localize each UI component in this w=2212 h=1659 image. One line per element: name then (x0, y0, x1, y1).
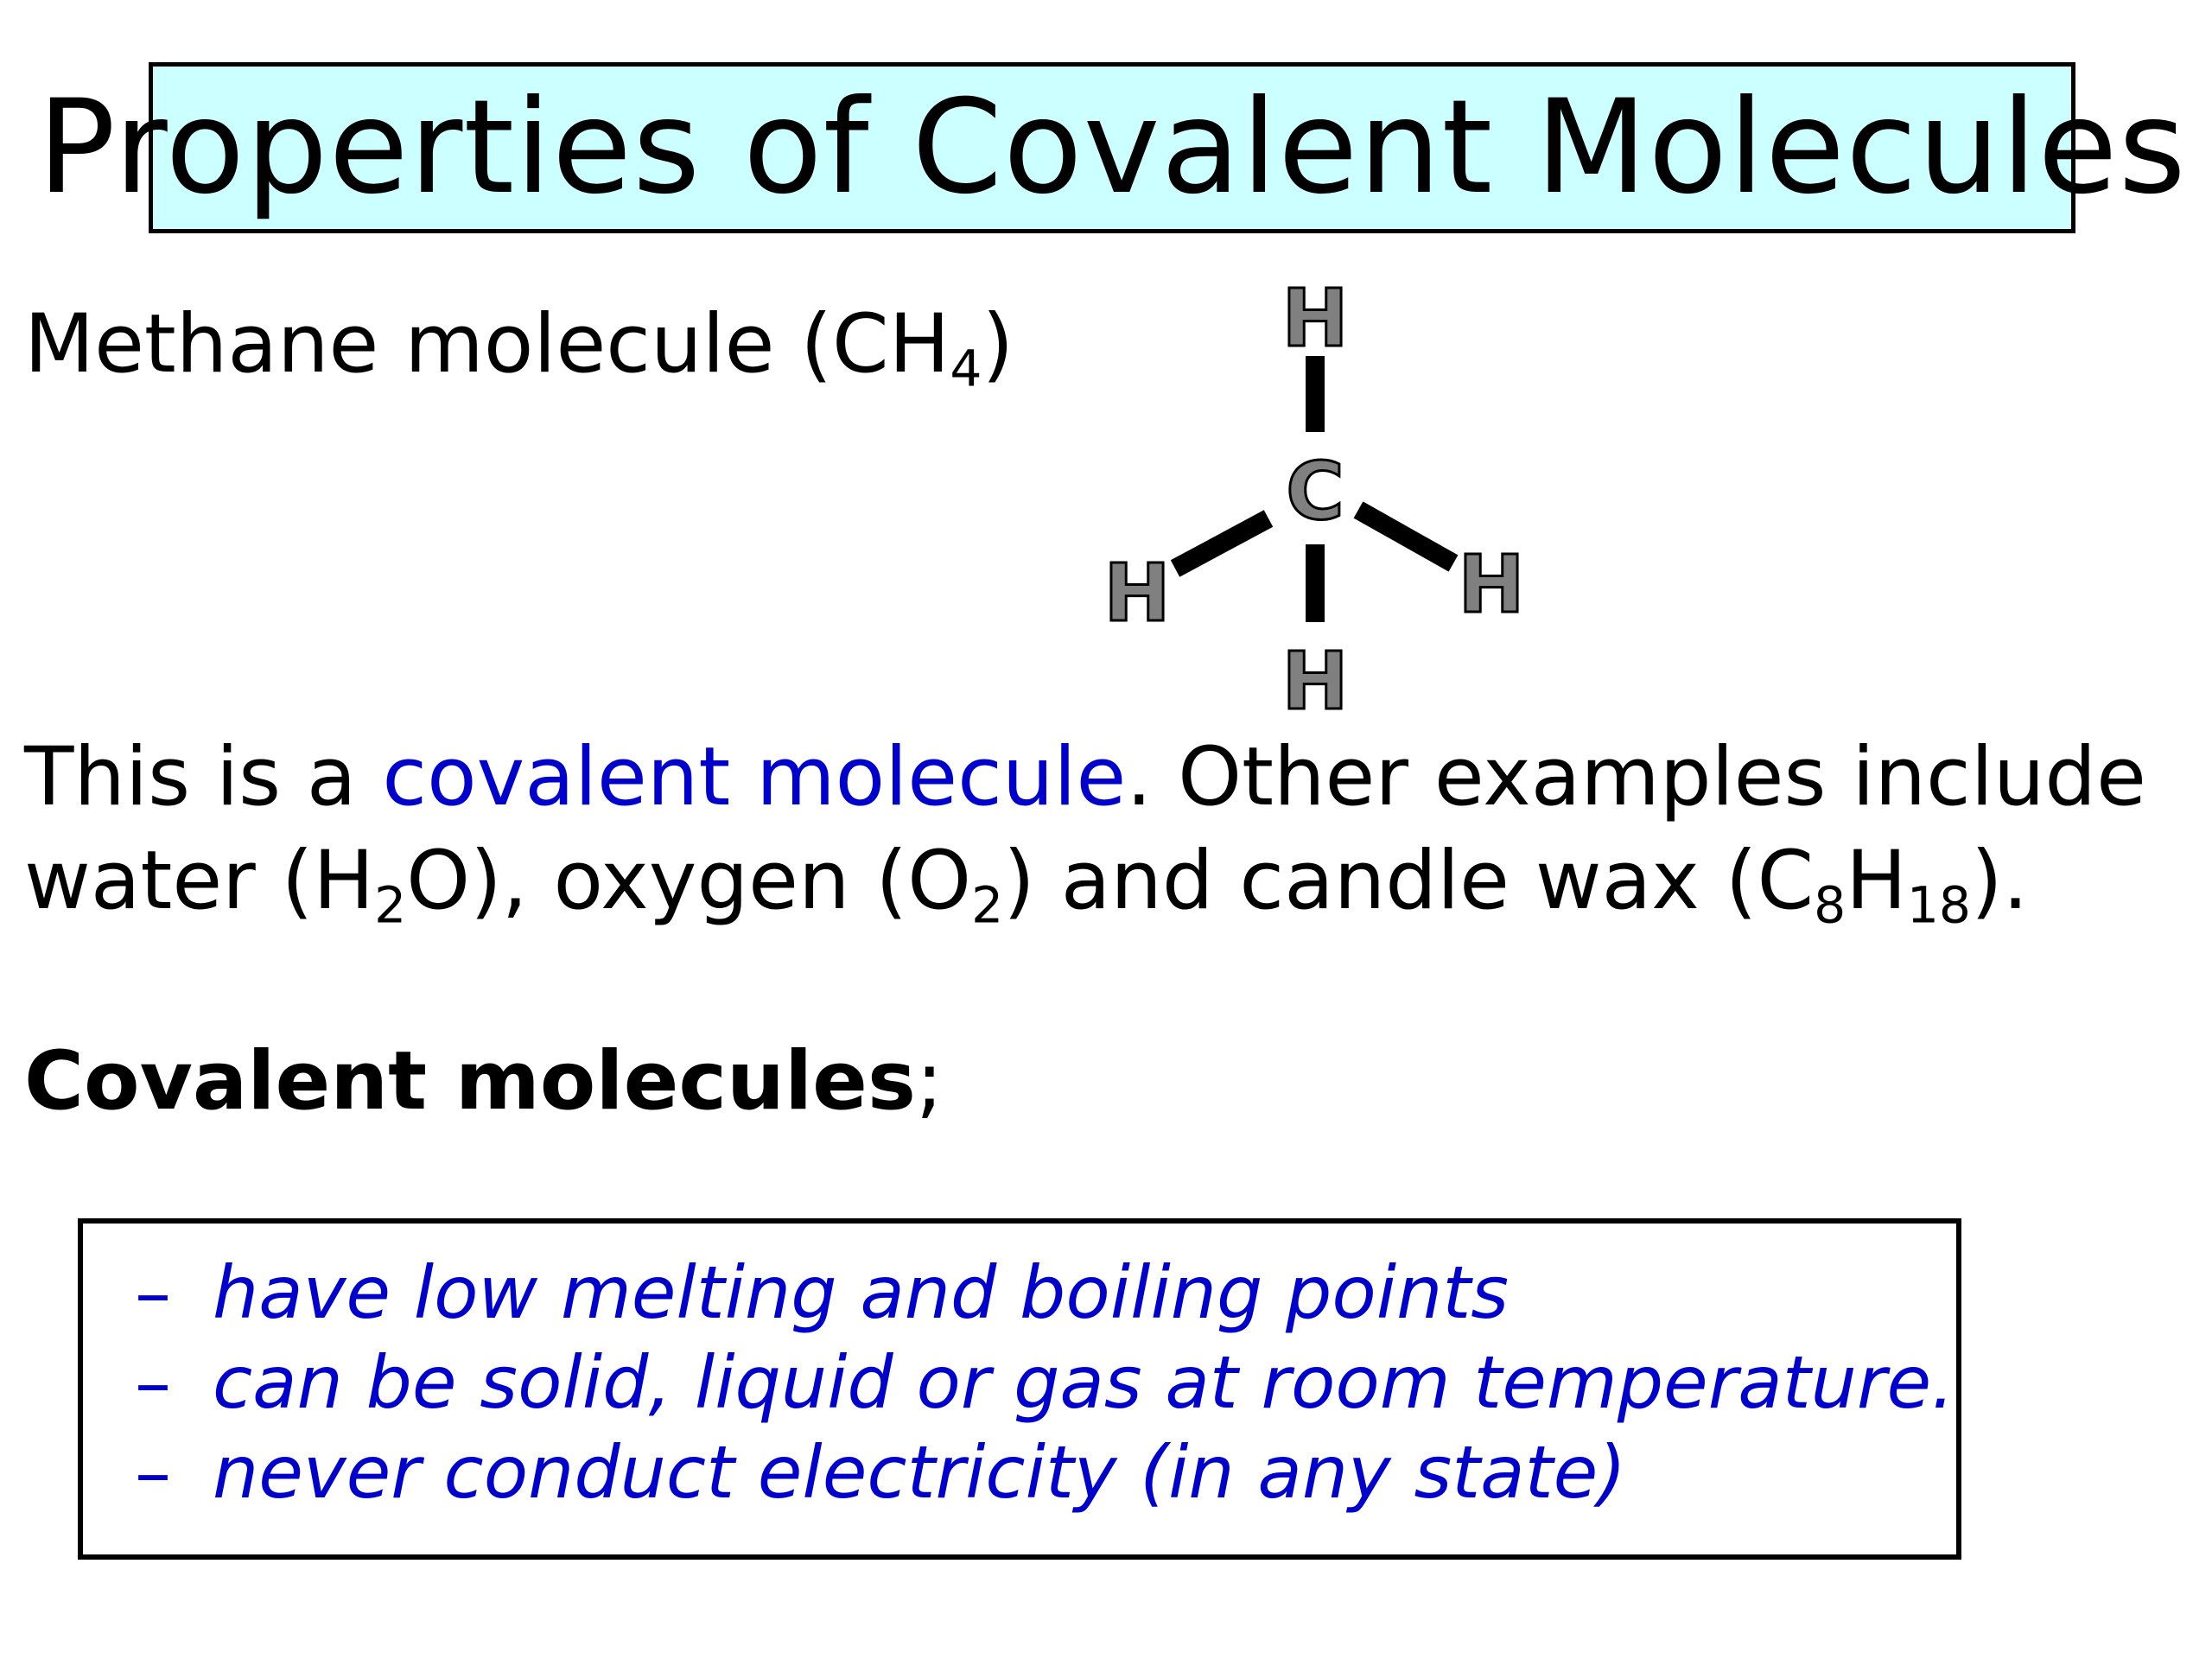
examples-paragraph (24, 726, 2184, 933)
property-text: can be solid, liquid or gas at room temperature. (213, 1340, 1955, 1425)
wax-hydrogen-subscript: 18 (1906, 875, 1971, 935)
list-dash: – (135, 1340, 171, 1425)
methane-caption-prefix: Methane molecule (CH (24, 297, 950, 391)
covalent-molecule-highlight: covalent molecule (382, 730, 1127, 824)
list-item (135, 1338, 1955, 1427)
oxygen-subscript: 2 (971, 875, 1004, 935)
bond-left (1175, 518, 1268, 569)
paragraph-line-1 (24, 726, 2184, 830)
page-title: Properties of Covalent Molecules (37, 73, 2187, 223)
paragraph-text-5: ) and candle wax (C (1003, 834, 1815, 928)
atom-h-left: H (1103, 547, 1171, 639)
properties-list (135, 1248, 1955, 1517)
section-heading-bold: Covalent molecules (24, 1034, 916, 1128)
methane-caption-subscript: 4 (950, 339, 982, 398)
paragraph-line-2 (24, 830, 2184, 933)
list-item (135, 1248, 1955, 1338)
atom-h-top: H (1281, 272, 1349, 365)
paragraph-text-7: ). (1971, 834, 2029, 928)
atom-h-right: H (1458, 538, 1525, 631)
paragraph-text-6: H (1846, 834, 1907, 928)
paragraph-text-2: . Other examples include (1126, 730, 2146, 824)
bond-right (1358, 510, 1453, 563)
property-text: have low melting and boiling points (213, 1250, 1510, 1335)
paragraph-text-4: O), oxygen (O (406, 834, 972, 928)
list-dash: – (135, 1250, 171, 1335)
list-item (135, 1427, 1955, 1517)
list-dash: – (135, 1430, 171, 1515)
atom-c-center: C (1286, 445, 1344, 537)
atom-h-bottom: H (1281, 635, 1349, 726)
methane-caption-suffix: ) (982, 297, 1014, 391)
paragraph-text-1: This is a (24, 730, 383, 824)
properties-box (78, 1218, 1961, 1560)
wax-carbon-subscript: 8 (1814, 875, 1847, 935)
title-box (37, 62, 2187, 233)
section-heading-suffix: ; (915, 1034, 944, 1128)
section-heading (24, 1034, 944, 1128)
methane-caption (24, 297, 1014, 398)
water-subscript: 2 (374, 875, 407, 935)
property-text: never conduct electricity (in any state) (213, 1430, 1627, 1515)
paragraph-text-3: water (H (24, 834, 375, 928)
methane-structure-diagram (1080, 259, 1564, 726)
